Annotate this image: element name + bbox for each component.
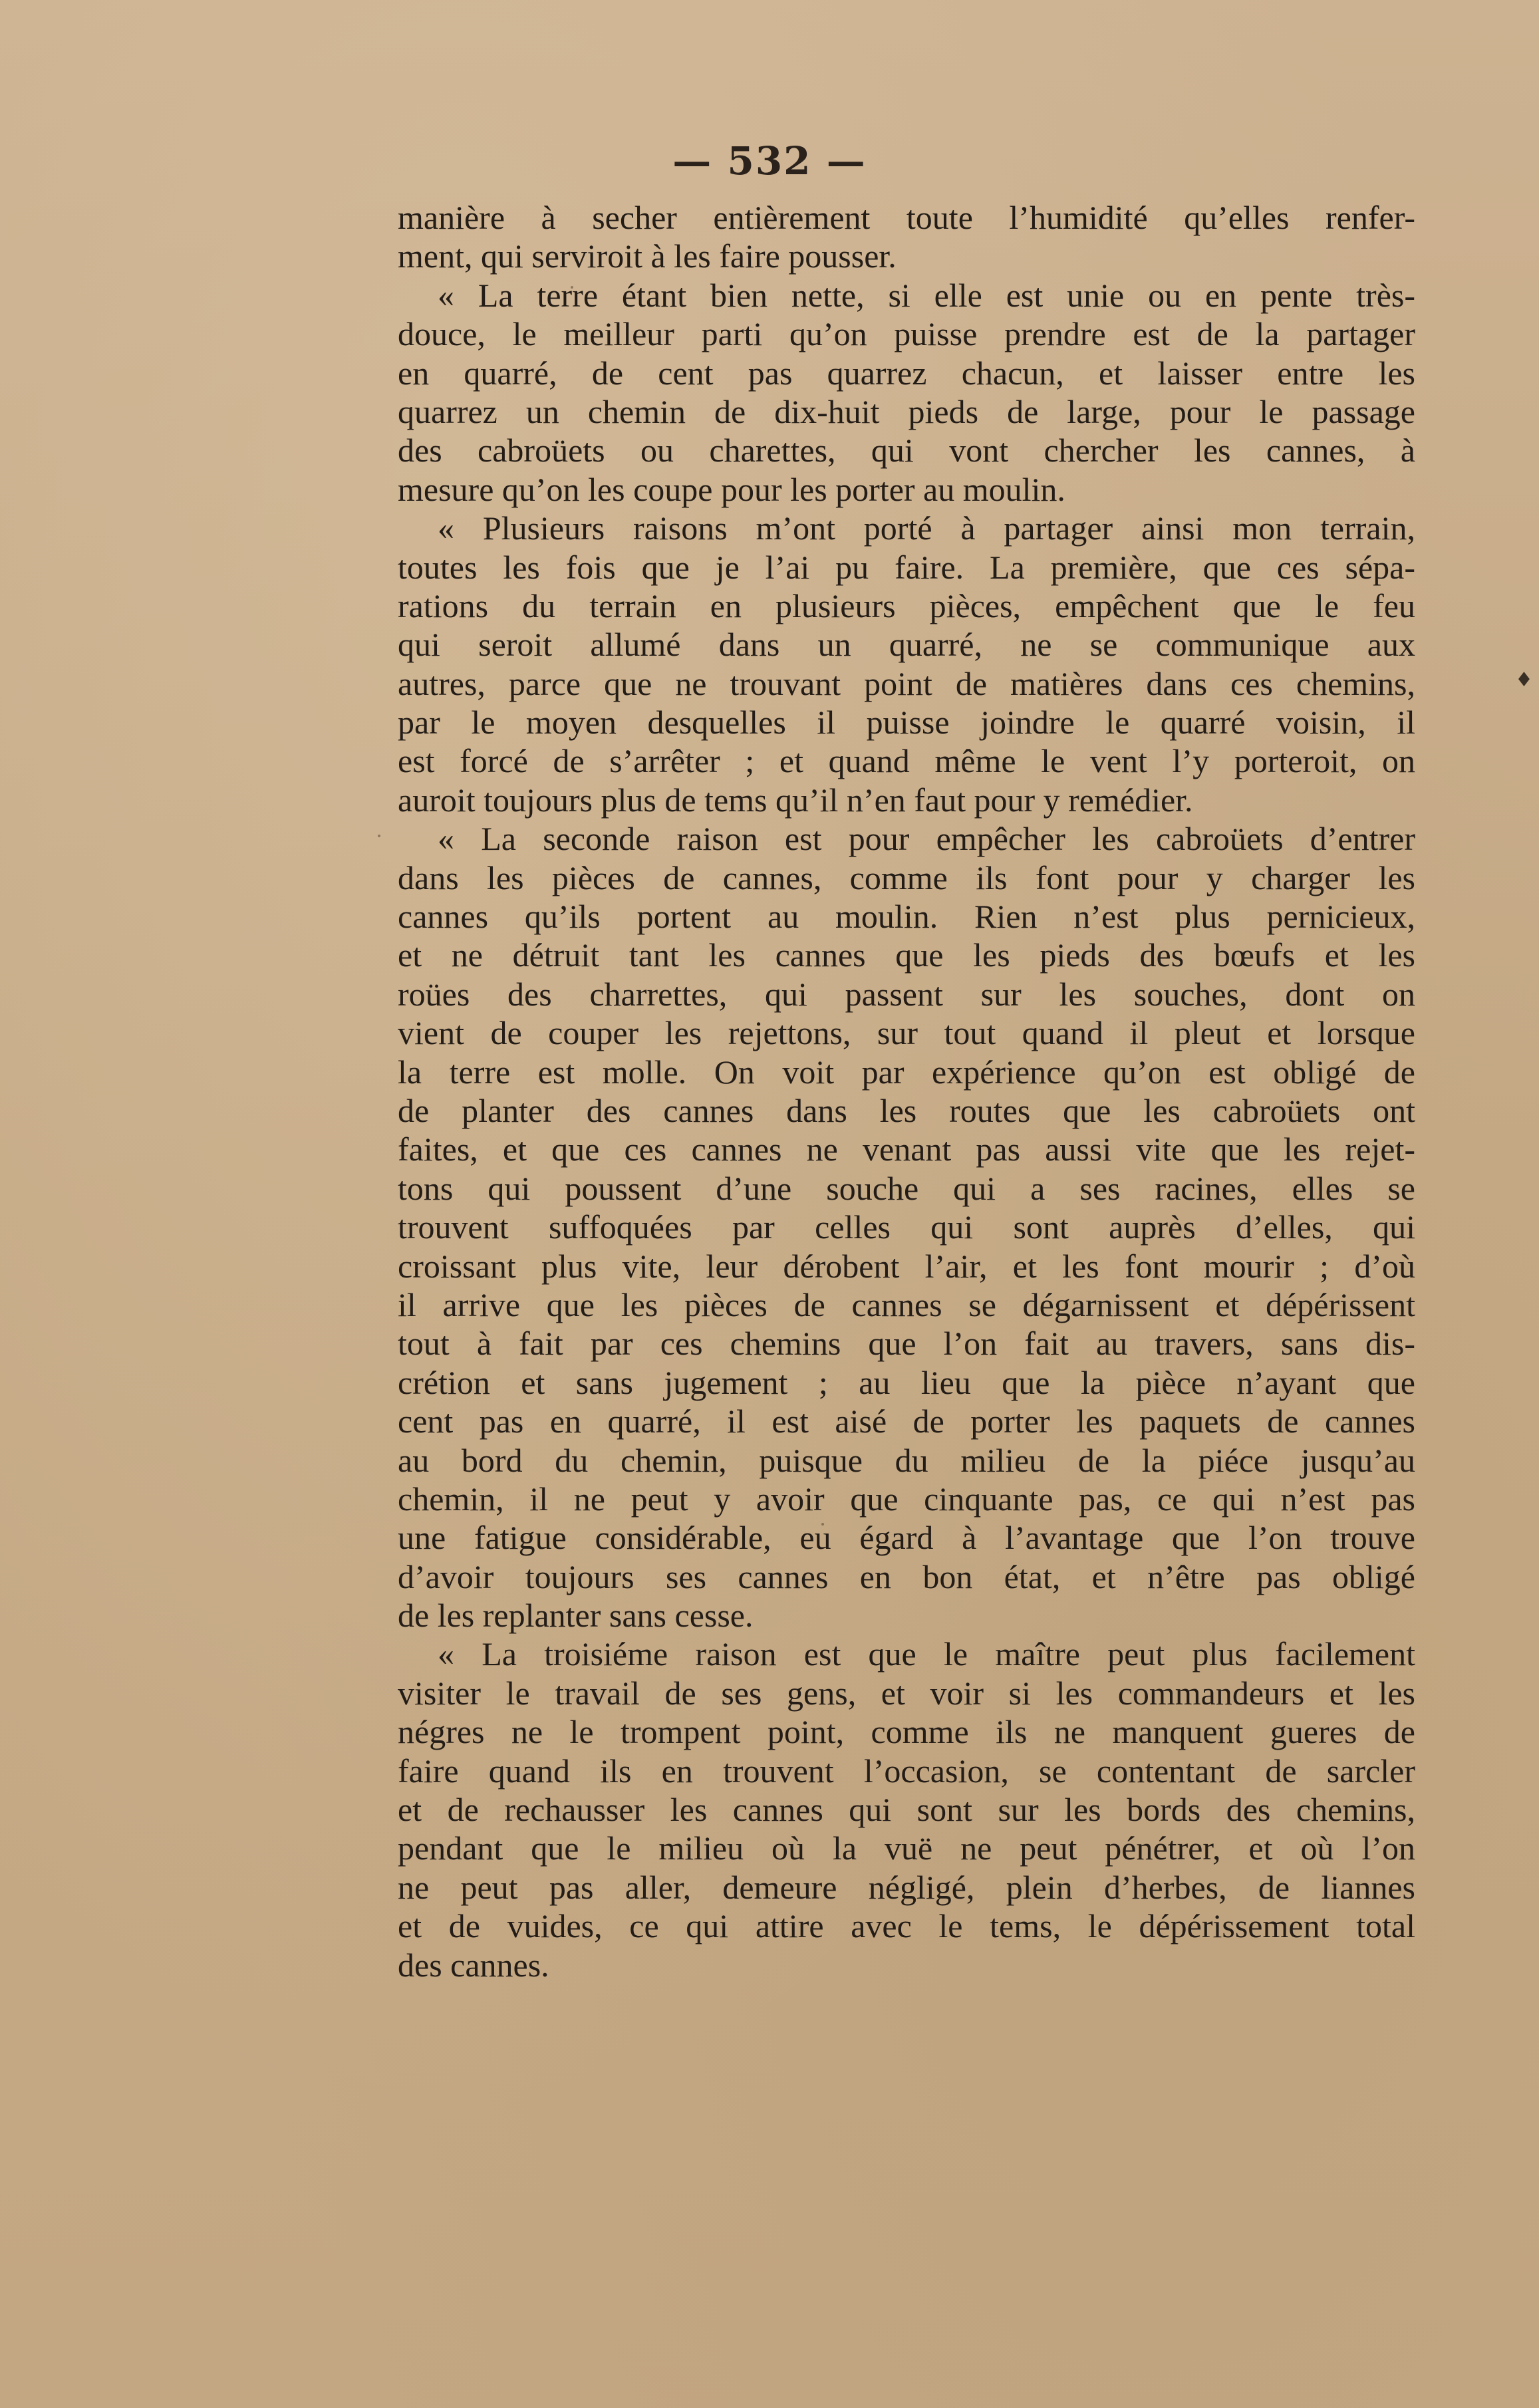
paragraph (398, 198, 1415, 276)
text-line: tons qui poussent d’une souche qui a ses racines, elles se (398, 1169, 1415, 1207)
paragraph (398, 819, 1415, 1635)
text-line: chemin, il ne peut y avoir que cinquante pas, ce qui n’est pas (398, 1480, 1415, 1518)
text-line: en quarré, de cent pas quarrez chacun, et laisser entre les (398, 354, 1415, 392)
text-line: douce, le meilleur parti qu’on puisse prendre est de la partager (398, 315, 1415, 353)
margin-mark: ♦ (1515, 668, 1533, 692)
text-line: mesure qu’on les coupe pour les porter au moulin. (398, 470, 1065, 508)
page-number: — 532 — (672, 138, 867, 184)
text-line: cent pas en quarré, il est aisé de porter les paquets de cannes (398, 1403, 1415, 1440)
text-line: d’avoir toujours ses cannes en bon état, et n’être pas obligé (398, 1557, 1415, 1595)
paragraph (398, 1635, 1415, 1984)
body-text (398, 198, 1415, 1984)
text-line: quarrez un chemin de dix-huit pieds de large, pour le passage (398, 392, 1415, 430)
text-line: auroit toujours plus de tems qu’il n’en faut pour y remédier. (398, 781, 1193, 819)
paper-speck (378, 835, 380, 837)
text-line: qui seroit allumé dans un quarré, ne se communique aux (398, 626, 1415, 664)
text-line: et ne détruit tant les cannes que les pieds des bœufs et les (398, 936, 1415, 974)
text-line: autres, parce que ne trouvant point de matières dans ces chemins, (398, 664, 1415, 702)
text-line: rations du terrain en plusieurs pièces, empêchent que le feu (398, 587, 1415, 624)
text-line: pendant que le milieu où la vuë ne peut pénétrer, et où l’on (398, 1829, 1415, 1867)
text-line: une fatigue considérable, eu égard à l’avantage que l’on trouve (398, 1519, 1415, 1557)
text-line: la terre est molle. On voit par expérience qu’on est obligé de (398, 1053, 1415, 1091)
text-line: toutes les fois que je l’ai pu faire. La première, que ces sépa- (398, 548, 1415, 586)
text-line: trouvent suffoquées par celles qui sont auprès d’elles, qui (398, 1208, 1415, 1246)
text-line: des cabroüets ou charettes, qui vont chercher les cannes, à (398, 432, 1415, 469)
text-line: des cannes. (398, 1946, 549, 1984)
text-line: de les replanter sans cesse. (398, 1597, 754, 1635)
text-line: faites, et que ces cannes ne venant pas aussi vite que les rejet- (398, 1131, 1415, 1168)
text-line: faire quand ils en trouvent l’occasion, se contentant de sarcler (398, 1752, 1415, 1790)
text-line: cannes qu’ils portent au moulin. Rien n’est plus pernicieux, (398, 898, 1415, 936)
text-line: il arrive que les pièces de cannes se dégarnissent et dépérissent (398, 1285, 1415, 1323)
text-line: crétion et sans jugement ; au lieu que la pièce n’ayant que (398, 1363, 1415, 1401)
text-line: croissant plus vite, leur dérobent l’air, et les font mourir ; d’où (398, 1247, 1415, 1285)
text-line: dans les pièces de cannes, comme ils font pour y charger les (398, 859, 1415, 896)
text-line: visiter le travail de ses gens, et voir si les commandeurs et les (398, 1674, 1415, 1712)
paper-speck (821, 1523, 824, 1526)
text-line: tout à fait par ces chemins que l’on fait au travers, sans dis- (398, 1325, 1415, 1363)
text-line: roües des charrettes, qui passent sur les souches, dont on (398, 975, 1415, 1013)
paper-speck (571, 286, 573, 289)
paragraph (398, 276, 1415, 509)
text-line: manière à secher entièrement toute l’humidité qu’elles renfer- (398, 199, 1415, 236)
text-line: au bord du chemin, puisque du milieu de la piéce jusqu’au (398, 1441, 1415, 1479)
text-line: ne peut pas aller, demeure négligé, plein d’herbes, de liannes (398, 1868, 1415, 1906)
text-line: et de vuides, ce qui attire avec le tems, le dépérissement total (398, 1907, 1415, 1945)
text-line: ment, qui serviroit à les faire pousser. (398, 237, 897, 275)
paragraph (398, 509, 1415, 819)
text-line: « Plusieurs raisons m’ont porté à partager ainsi mon terrain, (438, 509, 1415, 547)
text-line: « La troisiéme raison est que le maître peut plus facilement (438, 1635, 1415, 1673)
text-line: négres ne le trompent point, comme ils ne manquent gueres de (398, 1713, 1415, 1751)
text-line: et de rechausser les cannes qui sont sur les bords des chemins, (398, 1791, 1415, 1829)
text-line: vient de couper les rejettons, sur tout quand il pleut et lorsque (398, 1014, 1415, 1052)
text-line: « La terre étant bien nette, si elle est unie ou en pente très- (438, 276, 1415, 314)
text-line: de planter des cannes dans les routes que les cabroüets ont (398, 1091, 1415, 1129)
text-line: est forcé de s’arrêter ; et quand même le vent l’y porteroit, on (398, 742, 1415, 780)
text-line: « La seconde raison est pour empêcher les cabroüets d’entrer (438, 820, 1415, 858)
text-line: par le moyen desquelles il puisse joindre le quarré voisin, il (398, 704, 1415, 741)
